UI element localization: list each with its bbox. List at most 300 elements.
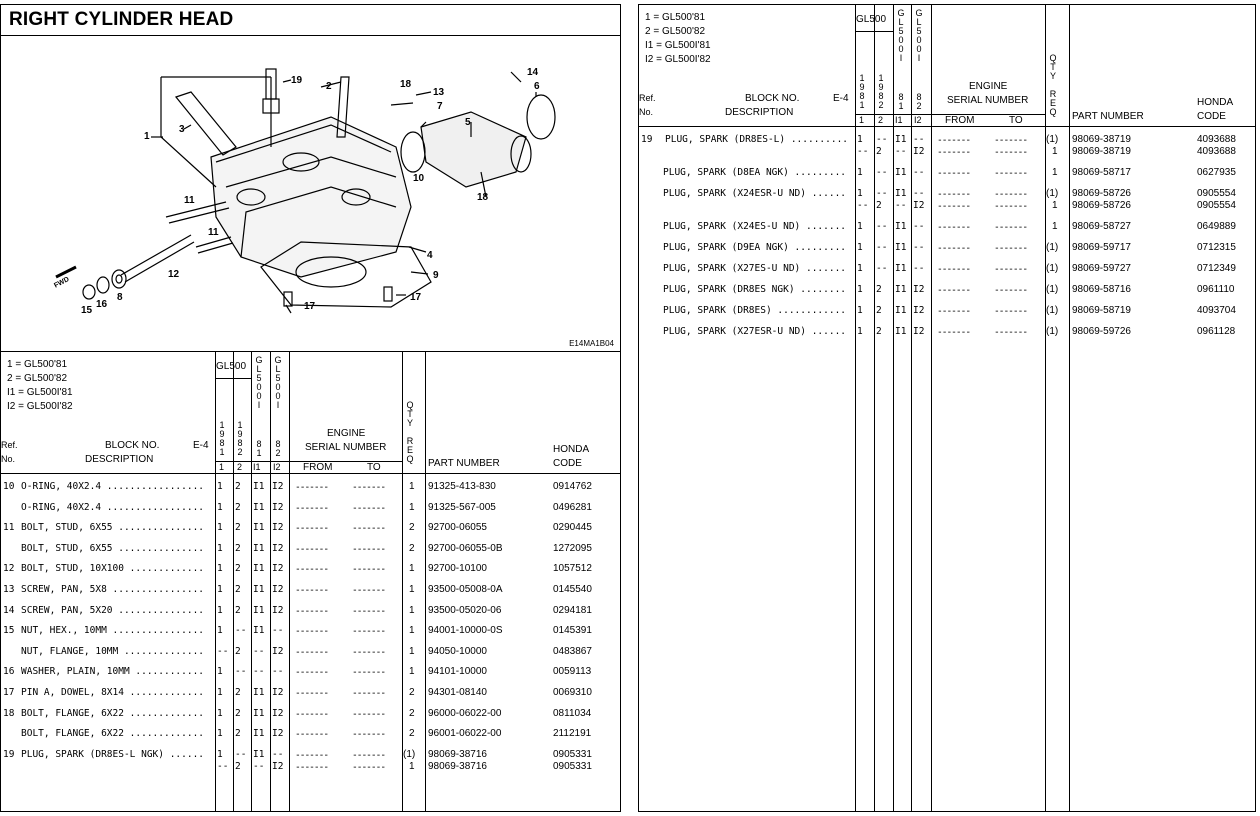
description: PLUG, SPARK (DR8ES-L NGK) ......	[21, 748, 205, 760]
part-number: 94301-08140	[428, 687, 487, 698]
gl500i-label: G L 5 0 0 I	[274, 355, 282, 410]
col-2: --	[876, 134, 888, 145]
honda-code: 0905554	[1197, 188, 1236, 199]
col-1: 1	[217, 707, 223, 719]
ref-no: 11	[3, 522, 15, 534]
table-row	[1, 688, 620, 700]
part-number: 98069-58717	[1072, 167, 1131, 178]
serial-from: -------	[295, 646, 329, 658]
col-i1-header: I1	[895, 115, 903, 125]
legend-line: 2 = GL500'82	[7, 373, 68, 384]
col-2: --	[235, 625, 247, 637]
to-header: TO	[1009, 115, 1023, 126]
serial-from: -------	[295, 502, 329, 514]
col-1: 1	[217, 563, 223, 575]
table-row	[639, 306, 1255, 318]
description: SCREW, PAN, 5X20 ...............	[21, 604, 205, 616]
callout-19: 19	[291, 75, 303, 86]
description-header: DESCRIPTION	[85, 454, 154, 465]
col-i2: --	[272, 625, 284, 637]
table-row	[1, 503, 620, 515]
table-row	[1, 544, 620, 556]
serial-to: -------	[352, 605, 386, 617]
col-1: 1	[857, 221, 863, 232]
legend-line: I1 = GL500I'81	[645, 40, 711, 51]
part-number: 94101-10000	[428, 666, 487, 678]
col-2: 2	[876, 326, 882, 337]
col-1: 1	[217, 522, 223, 534]
header-rule	[855, 31, 893, 32]
serial-to: -------	[352, 502, 386, 514]
gl500i-label: G L 5 0 0 I	[255, 355, 263, 410]
part-number: 91325-567-005	[428, 501, 496, 513]
col-i1: I1	[253, 728, 265, 740]
table-row	[1, 750, 620, 762]
serial-to: -------	[994, 168, 1028, 179]
block-no-value: E-4	[193, 440, 209, 451]
description-header: DESCRIPTION	[725, 107, 794, 118]
ref-no: 17	[3, 687, 15, 698]
column-divider	[425, 352, 426, 811]
table-row	[1, 709, 620, 721]
description: PLUG, SPARK (X27ES-U ND) .......	[663, 263, 847, 274]
table-row	[639, 168, 1255, 180]
col-1: 1	[857, 284, 863, 295]
ref-header: Ref.	[639, 93, 656, 103]
description: PLUG, SPARK (DR8ES) ............	[663, 305, 847, 316]
serial-from: -------	[937, 201, 971, 212]
callout-2: 2	[326, 81, 332, 92]
part-number: 93500-05008-0A	[428, 584, 503, 595]
honda-code: 0496281	[553, 501, 592, 513]
honda-code: 4093704	[1197, 305, 1236, 316]
diagram-code: E14MA1B04	[569, 339, 614, 348]
qty: 1	[409, 645, 415, 657]
serial-from: -------	[937, 306, 971, 317]
ref-header: Ref.	[1, 440, 18, 450]
callout-1: 1	[144, 131, 150, 142]
description: WASHER, PLAIN, 10MM ............	[21, 666, 205, 678]
col-2: 2	[235, 481, 241, 492]
page-title: RIGHT CYLINDER HEAD	[9, 9, 234, 30]
ref-no: 18	[3, 707, 15, 719]
part-number: 94050-10000	[428, 645, 487, 657]
col-1: 1	[217, 584, 223, 595]
col-1: --	[857, 200, 869, 211]
year-1981: 1 9 8 1	[859, 73, 865, 110]
serial-to: -------	[994, 243, 1028, 254]
qty-req-header: Q T Y R E Q	[1049, 53, 1057, 117]
serial-to: -------	[994, 147, 1028, 158]
part-number: 98069-59727	[1072, 263, 1131, 274]
column-divider	[289, 352, 290, 811]
part-number: 98069-38719	[1072, 134, 1131, 145]
exploded-parts-diagram	[1, 37, 619, 353]
part-number: 98069-58719	[1072, 305, 1131, 316]
callout-12: 12	[168, 269, 180, 280]
callout-11b: 11	[208, 227, 219, 238]
qty: (1)	[1046, 326, 1059, 337]
col-i1-header: I1	[253, 462, 261, 472]
serial-from: -------	[937, 243, 971, 254]
col-i2: I2	[272, 584, 284, 595]
honda-code: 1272095	[553, 542, 592, 554]
ref-no: 12	[3, 563, 15, 575]
col-2: --	[876, 242, 888, 253]
col-i1: I1	[253, 522, 265, 534]
description: BOLT, STUD, 6X55 ...............	[21, 542, 205, 554]
col-i1: I1	[253, 563, 265, 575]
qty: (1)	[403, 748, 416, 760]
description: PLUG, SPARK (DR8ES-L) ..........	[665, 134, 849, 145]
header-rule	[215, 378, 251, 379]
year-1981: 1 9 8 1	[219, 420, 225, 457]
description: PLUG, SPARK (X27ESR-U ND) ......	[663, 326, 847, 337]
table-row	[639, 264, 1255, 276]
table-row	[639, 189, 1255, 201]
qty: (1)	[1046, 284, 1059, 295]
serial-from: -------	[295, 585, 329, 596]
callout-7: 7	[437, 101, 443, 112]
no-header: No.	[639, 107, 654, 117]
col-i1: I1	[253, 687, 265, 698]
honda-code: 0069310	[553, 687, 592, 698]
col-i1: I1	[253, 604, 265, 616]
col-2: 2	[876, 284, 882, 295]
serial-to: -------	[994, 189, 1028, 200]
col-i1: --	[895, 200, 907, 211]
qty: (1)	[1046, 263, 1059, 274]
col-i1: I1	[253, 625, 265, 637]
serial-to: -------	[352, 761, 386, 773]
qty: 1	[409, 501, 415, 513]
col-1-header: 1	[859, 115, 865, 125]
description: PLUG, SPARK (DR8ES NGK) ........	[663, 284, 847, 295]
honda-code: 0290445	[553, 522, 592, 534]
serial-to: -------	[352, 543, 386, 555]
col-i2: I2	[913, 284, 925, 295]
code-header: CODE	[1197, 111, 1226, 122]
col-2: --	[876, 167, 888, 178]
callout-16: 16	[96, 299, 108, 310]
col-i2-header: I2	[273, 462, 281, 472]
col-i2: --	[272, 748, 284, 760]
qty: (1)	[1046, 242, 1059, 253]
serial-to: -------	[352, 729, 386, 741]
col-1: 1	[857, 188, 863, 199]
col-i2: I2	[272, 760, 284, 772]
col-i1: I1	[895, 188, 907, 199]
col-1-header: 1	[219, 462, 225, 472]
col-i2: I2	[272, 501, 284, 513]
callout-18b: 18	[477, 192, 489, 203]
qty: 1	[409, 481, 415, 492]
description: PLUG, SPARK (X24ESR-U ND) ......	[663, 188, 847, 199]
honda-code: 0905554	[1197, 200, 1236, 211]
table-row	[1, 626, 620, 638]
col-i2: I2	[272, 563, 284, 575]
honda-code: 0627935	[1197, 167, 1236, 178]
serial-from: -------	[295, 729, 329, 741]
legend-line: 2 = GL500'82	[645, 26, 706, 37]
serial-from: -------	[937, 189, 971, 200]
year-81: 8 1	[256, 439, 262, 458]
honda-code: 0961128	[1197, 326, 1236, 337]
honda-code: 1057512	[553, 563, 592, 575]
serial-to: -------	[352, 646, 386, 658]
model-legend	[645, 11, 711, 67]
col-2-header: 2	[878, 115, 884, 125]
col-2: 2	[876, 146, 882, 157]
col-2: --	[876, 221, 888, 232]
serial-from: -------	[295, 708, 329, 720]
serial-to: -------	[994, 306, 1028, 317]
ref-no: 19	[3, 748, 15, 760]
part-number-header: PART NUMBER	[428, 458, 500, 469]
col-2: 2	[235, 687, 241, 698]
description: PIN A, DOWEL, 8X14 .............	[21, 687, 205, 698]
col-i2: I2	[272, 728, 284, 740]
col-i2: --	[913, 242, 925, 253]
col-2: --	[235, 748, 247, 760]
qty: (1)	[1046, 134, 1059, 145]
serial-from: -------	[937, 168, 971, 179]
qty: 1	[409, 604, 415, 616]
description: O-RING, 40X2.4 .................	[21, 501, 205, 513]
gl500-header: GL500	[856, 14, 887, 25]
col-2: 2	[235, 728, 241, 740]
honda-code: 4093688	[1197, 146, 1236, 157]
col-i2: I2	[913, 326, 925, 337]
col-i1: I1	[253, 481, 265, 492]
col-1: 1	[857, 305, 863, 316]
year-1982: 1 9 8 2	[237, 420, 243, 457]
serial-to: -------	[994, 285, 1028, 296]
col-1: 1	[857, 167, 863, 178]
col-i2: --	[272, 666, 284, 678]
col-2: 2	[235, 542, 241, 554]
table-row	[639, 147, 1255, 159]
header-bottom-rule	[1, 473, 620, 474]
part-number: 94001-10000-0S	[428, 625, 503, 637]
legend-line: 1 = GL500'81	[645, 12, 706, 23]
description: O-RING, 40X2.4 .................	[21, 481, 205, 492]
serial-from: -------	[937, 264, 971, 275]
part-number: 98069-38716	[428, 748, 487, 760]
part-number: 98069-58726	[1072, 188, 1131, 199]
col-i2: I2	[272, 645, 284, 657]
col-i1: --	[253, 645, 265, 657]
description: PLUG, SPARK (X24ES-U ND) .......	[663, 221, 847, 232]
col-1: --	[857, 146, 869, 157]
part-number: 98069-58727	[1072, 221, 1131, 232]
honda-code: 0059113	[553, 666, 592, 678]
serial-from: -------	[295, 761, 329, 773]
col-i2: I2	[272, 687, 284, 698]
ref-no: 10	[3, 481, 15, 492]
serial-to: -------	[352, 708, 386, 720]
description: PLUG, SPARK (D8EA NGK) .........	[663, 167, 847, 178]
column-divider	[402, 352, 403, 811]
serial-from: -------	[295, 626, 329, 638]
col-1: 1	[217, 748, 223, 760]
col-1: --	[217, 760, 229, 772]
col-i2: I2	[913, 305, 925, 316]
col-1: 1	[857, 134, 863, 145]
column-divider	[251, 352, 252, 811]
col-i1: I1	[895, 305, 907, 316]
col-1: 1	[217, 604, 223, 616]
description: BOLT, FLANGE, 6X22 .............	[21, 728, 205, 740]
col-2-header: 2	[237, 462, 243, 472]
qty-req-header: Q T Y R E Q	[406, 400, 414, 464]
col-1: 1	[217, 481, 223, 492]
col-1: 1	[217, 625, 223, 637]
qty: 1	[1052, 200, 1058, 211]
table-row	[639, 222, 1255, 234]
col-1: --	[217, 645, 229, 657]
col-i1: I1	[895, 326, 907, 337]
col-2: --	[876, 188, 888, 199]
block-no-value: E-4	[833, 93, 849, 104]
col-1: 1	[857, 263, 863, 274]
serial-from: -------	[937, 147, 971, 158]
callout-14: 14	[527, 67, 539, 78]
honda-code: 0145540	[553, 584, 592, 595]
serial-from: -------	[937, 327, 971, 338]
col-i1: I1	[895, 242, 907, 253]
callout-10: 10	[413, 173, 425, 184]
qty: (1)	[1046, 305, 1059, 316]
qty: (1)	[1046, 188, 1059, 199]
honda-code: 0712315	[1197, 242, 1236, 253]
qty: 1	[1052, 221, 1058, 232]
callout-5: 5	[465, 117, 471, 128]
serial-from: -------	[937, 222, 971, 233]
callout-9: 9	[433, 270, 439, 281]
serial-to: -------	[994, 264, 1028, 275]
description: NUT, HEX., 10MM ................	[21, 625, 205, 637]
col-i1: I1	[895, 134, 907, 145]
serial-number-header: SERIAL NUMBER	[947, 95, 1029, 106]
from-header: FROM	[303, 462, 333, 473]
serial-from: -------	[295, 605, 329, 617]
col-2: 2	[235, 604, 241, 616]
serial-from: -------	[295, 482, 329, 493]
description: BOLT, STUD, 6X55 ...............	[21, 522, 205, 534]
callout-13: 13	[433, 87, 445, 98]
qty: 1	[409, 760, 415, 772]
col-1: 1	[857, 242, 863, 253]
engine-header: ENGINE	[327, 428, 366, 439]
serial-from: -------	[295, 543, 329, 555]
col-i2: --	[913, 134, 925, 145]
col-i2-header: I2	[914, 115, 922, 125]
part-number-header: PART NUMBER	[1072, 111, 1144, 122]
description: BOLT, FLANGE, 6X22 .............	[21, 707, 205, 719]
year-81: 8 1	[898, 92, 904, 111]
col-i2: I2	[272, 522, 284, 534]
legend-line: 1 = GL500'81	[7, 359, 68, 370]
col-i1: I1	[895, 284, 907, 295]
qty: 1	[409, 584, 415, 595]
table-row	[639, 135, 1255, 147]
honda-code: 0483867	[553, 645, 592, 657]
callout-6: 6	[534, 81, 540, 92]
description: PLUG, SPARK (D9EA NGK) .........	[663, 242, 847, 253]
col-i1: I1	[253, 501, 265, 513]
honda-code: 0961110	[1197, 284, 1235, 295]
part-number: 92700-06055-0B	[428, 542, 503, 554]
serial-to: -------	[994, 222, 1028, 233]
col-1: 1	[217, 501, 223, 513]
legend-line: I1 = GL500I'81	[7, 387, 73, 398]
part-number: 92700-10100	[428, 563, 487, 575]
honda-code: 0712349	[1197, 263, 1236, 274]
callout-8: 8	[117, 292, 123, 303]
serial-from: -------	[937, 285, 971, 296]
col-i2: --	[913, 263, 925, 274]
col-2: 2	[235, 645, 241, 657]
serial-number-header: SERIAL NUMBER	[305, 442, 387, 453]
serial-from: -------	[295, 688, 329, 699]
serial-to: -------	[994, 135, 1028, 146]
col-i1: I1	[895, 221, 907, 232]
col-i2: I2	[913, 200, 925, 211]
column-divider	[215, 352, 216, 811]
legend-line: I2 = GL500I'82	[645, 54, 711, 65]
serial-from: -------	[295, 749, 329, 761]
serial-from: -------	[295, 564, 329, 576]
ref-no: 15	[3, 625, 15, 637]
callout-4: 4	[427, 250, 433, 261]
year-82: 8 2	[916, 92, 922, 111]
qty: 1	[409, 666, 415, 678]
callout-fwd: FWD	[53, 275, 71, 290]
description: SCREW, PAN, 5X8 ................	[21, 584, 205, 595]
honda-header: HONDA	[1197, 97, 1234, 108]
col-i2: I2	[272, 481, 284, 492]
table-row	[1, 762, 620, 774]
col-i2: I2	[272, 542, 284, 554]
right-page	[638, 4, 1256, 812]
table-row	[1, 606, 620, 618]
part-number: 96001-06022-00	[428, 728, 502, 740]
col-i1: --	[253, 666, 265, 678]
no-header: No.	[1, 454, 16, 464]
qty: 1	[409, 625, 415, 637]
honda-code: 0905331	[553, 748, 592, 760]
ref-no: 14	[3, 604, 15, 616]
part-number: 91325-413-830	[428, 481, 496, 492]
callout-17b: 17	[410, 292, 422, 303]
block-no-header: BLOCK NO.	[745, 93, 800, 104]
part-number: 92700-06055	[428, 522, 487, 534]
col-2: 2	[876, 305, 882, 316]
block-no-header: BLOCK NO.	[105, 440, 160, 451]
title-divider	[1, 35, 620, 36]
callout-15: 15	[81, 305, 93, 316]
col-i2: I2	[272, 707, 284, 719]
col-1: 1	[857, 326, 863, 337]
ref-no: 16	[3, 666, 15, 678]
serial-to: -------	[352, 523, 386, 535]
honda-code: 4093688	[1197, 134, 1236, 145]
qty: 2	[409, 522, 415, 534]
serial-to: -------	[994, 201, 1028, 212]
part-number: 98069-59717	[1072, 242, 1131, 253]
ref-no: 19	[641, 134, 653, 145]
